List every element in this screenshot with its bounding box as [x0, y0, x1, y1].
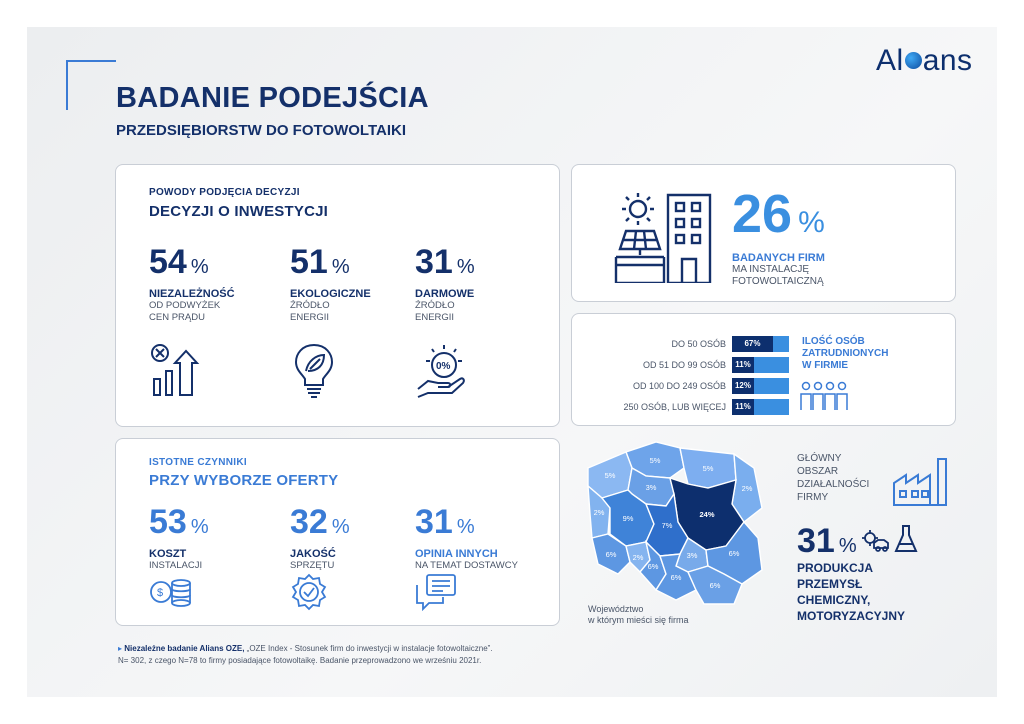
- employees-bar-chart: [572, 314, 955, 425]
- stat-desc: INSTALACJI: [149, 560, 203, 571]
- map-region-label: 2%: [741, 484, 753, 493]
- stat-label: NIEZALEŻNOŚĆ: [149, 288, 235, 300]
- map-region-label: 6%: [709, 581, 721, 590]
- sector-item: CHEMICZNY,: [797, 593, 871, 607]
- sector-item: PRZEMYSŁ: [797, 577, 863, 591]
- bar-category-label: OD 51 DO 99 OSÓB: [642, 360, 726, 370]
- map-region-label: 3%: [645, 483, 657, 492]
- factory-icon: [892, 455, 948, 507]
- coins-icon: [149, 575, 193, 609]
- free-energy-hand-icon: [414, 341, 470, 399]
- region-text-line: DZIAŁALNOŚCI: [797, 479, 870, 490]
- stat-desc: ŹRÓDŁO: [415, 300, 455, 311]
- alians-logo: Al ans: [876, 44, 973, 77]
- card-heading: DECYZJI O INWESTYCJI: [149, 203, 329, 220]
- stat-label: EKOLOGICZNE: [290, 288, 371, 300]
- card-small-heading: ISTOTNE CZYNNIKI: [149, 457, 247, 468]
- installation-label: BADANYCH FIRM: [732, 252, 825, 264]
- region-text-line: FIRMY: [797, 492, 829, 503]
- stat-value: 31 %: [415, 503, 475, 541]
- employees-heading: [802, 336, 888, 372]
- stat-desc: CEN PRĄDU: [149, 312, 205, 323]
- sector-item: MOTORYZACYJNY: [797, 609, 906, 623]
- installation-desc: FOTOWOLTAICZNĄ: [732, 276, 824, 287]
- opinion-chat-icon: [415, 573, 457, 611]
- bar-category-label: OD 100 DO 249 OSÓB: [632, 381, 726, 391]
- solar-building-icon: [612, 191, 714, 283]
- map-region-label: 24%: [699, 510, 715, 519]
- svg-text:$: $: [157, 587, 164, 599]
- car-gear-icon: [860, 528, 890, 552]
- stat-desc: OD PODWYŻEK: [149, 300, 221, 311]
- eco-bulb-icon: [292, 341, 336, 399]
- map-caption-line: Województwo: [588, 604, 644, 614]
- stat-label: KOSZT: [149, 548, 187, 560]
- map-region-label: 6%: [670, 573, 682, 582]
- map-region-label: 3%: [686, 551, 698, 560]
- footnote-bold: Niezależne badanie Alians OZE,: [124, 644, 245, 653]
- region-text-line: OBSZAR: [797, 466, 839, 477]
- map-caption-line: w którym mieści się firma: [588, 615, 689, 625]
- installation-card: [571, 164, 956, 302]
- stat-label: OPINIA INNYCH: [415, 548, 498, 560]
- sector-value: 31 %: [797, 522, 857, 560]
- sector-item: PRODUKCJA: [797, 561, 874, 575]
- map-region-label: 6%: [605, 550, 617, 559]
- map-region-label: 2%: [632, 553, 644, 562]
- map-caption: [588, 604, 689, 626]
- stat-value: 53 %: [149, 503, 209, 541]
- stat-value: 54 %: [149, 243, 209, 281]
- decision-reasons-card: [115, 164, 560, 427]
- map-region-label: 7%: [661, 521, 673, 530]
- stat-value: 51 %: [290, 243, 350, 281]
- card-small-heading: POWODY PODJĘCIA DECYZJI: [149, 187, 300, 198]
- stat-desc: ŹRÓDŁO: [290, 300, 330, 311]
- offer-factors-card: [115, 438, 560, 626]
- card-heading: PRZY WYBORZE OFERTY: [149, 472, 339, 489]
- stat-desc: NA TEMAT DOSTAWCY: [415, 560, 518, 571]
- bar-category-label: DO 50 OSÓB: [671, 339, 726, 349]
- employees-heading-line: ZATRUDNIONYCH: [802, 348, 889, 359]
- map-region-label: 6%: [728, 549, 740, 558]
- sector-stat: [797, 524, 857, 563]
- region-text-line: GŁÓWNY: [797, 453, 842, 464]
- quality-badge-icon: [290, 573, 328, 611]
- page-subtitle: PRZEDSIĘBIORSTW DO FOTOWOLTAIKI: [116, 122, 406, 139]
- corner-decoration: [66, 60, 116, 110]
- map-region-label: 9%: [622, 514, 634, 523]
- employees-heading-line: W FIRMIE: [802, 360, 849, 371]
- stat-label: JAKOŚĆ: [290, 548, 336, 560]
- poland-map: [584, 438, 774, 608]
- svg-text:0%: 0%: [436, 361, 451, 372]
- footnote-text: „OZE Index - Stosunek firm do inwestycji w instalacje fotowoltaiczne”.: [244, 644, 493, 653]
- bar: 11%: [732, 357, 754, 373]
- stat-independence: [149, 245, 235, 324]
- stat-desc: ENERGII: [415, 312, 455, 323]
- stat-ecological: [290, 245, 371, 324]
- map-region-label: 2%: [593, 508, 605, 517]
- sector-list: [797, 560, 905, 624]
- bar: 67%: [732, 336, 773, 352]
- employees-heading-line: ILOŚĆ OSÓB: [802, 336, 865, 347]
- footnote-line: N= 302, z czego N=78 to firmy posiadające fotowoltaikę. Badanie przeprowadzono we wrześniu 2021r.: [118, 656, 482, 665]
- footnote-line: ▸ Niezależne badanie Alians OZE, „OZE Index - Stosunek firm do inwestycji w instalacje fotowoltaiczne”.: [118, 644, 493, 653]
- stat-cost: [149, 505, 209, 572]
- installation-value: 26 %: [732, 184, 825, 244]
- map-region-label: 5%: [604, 471, 616, 480]
- map-region-label: 5%: [702, 464, 714, 473]
- bar: 12%: [732, 378, 754, 394]
- stat-opinion: [415, 505, 518, 572]
- map-region-label: 6%: [647, 562, 659, 571]
- stat-value: 31 %: [415, 243, 475, 281]
- growth-chart-icon: [150, 343, 206, 399]
- globe-icon: [905, 52, 922, 69]
- stat-quality: [290, 505, 350, 572]
- people-group-icon: [798, 380, 848, 412]
- page-title: BADANIE PODEJŚCIA: [116, 82, 429, 114]
- installation-desc: MA INSTALACJĘ: [732, 264, 810, 275]
- stat-free-energy: [415, 245, 475, 324]
- stat-desc: ENERGII: [290, 312, 330, 323]
- stat-label: DARMOWE: [415, 288, 475, 300]
- stat-desc: SPRZĘTU: [290, 560, 335, 571]
- bar: 11%: [732, 399, 754, 415]
- stat-value: 32 %: [290, 503, 350, 541]
- chemical-flask-icon: [894, 524, 918, 554]
- footnote: [118, 643, 578, 667]
- installation-stat: [732, 184, 825, 288]
- employees-card: [571, 313, 956, 426]
- bar-category-label: 250 OSÓB, LUB WIĘCEJ: [623, 402, 726, 412]
- map-region-label: 5%: [649, 456, 661, 465]
- region-text: [797, 452, 869, 504]
